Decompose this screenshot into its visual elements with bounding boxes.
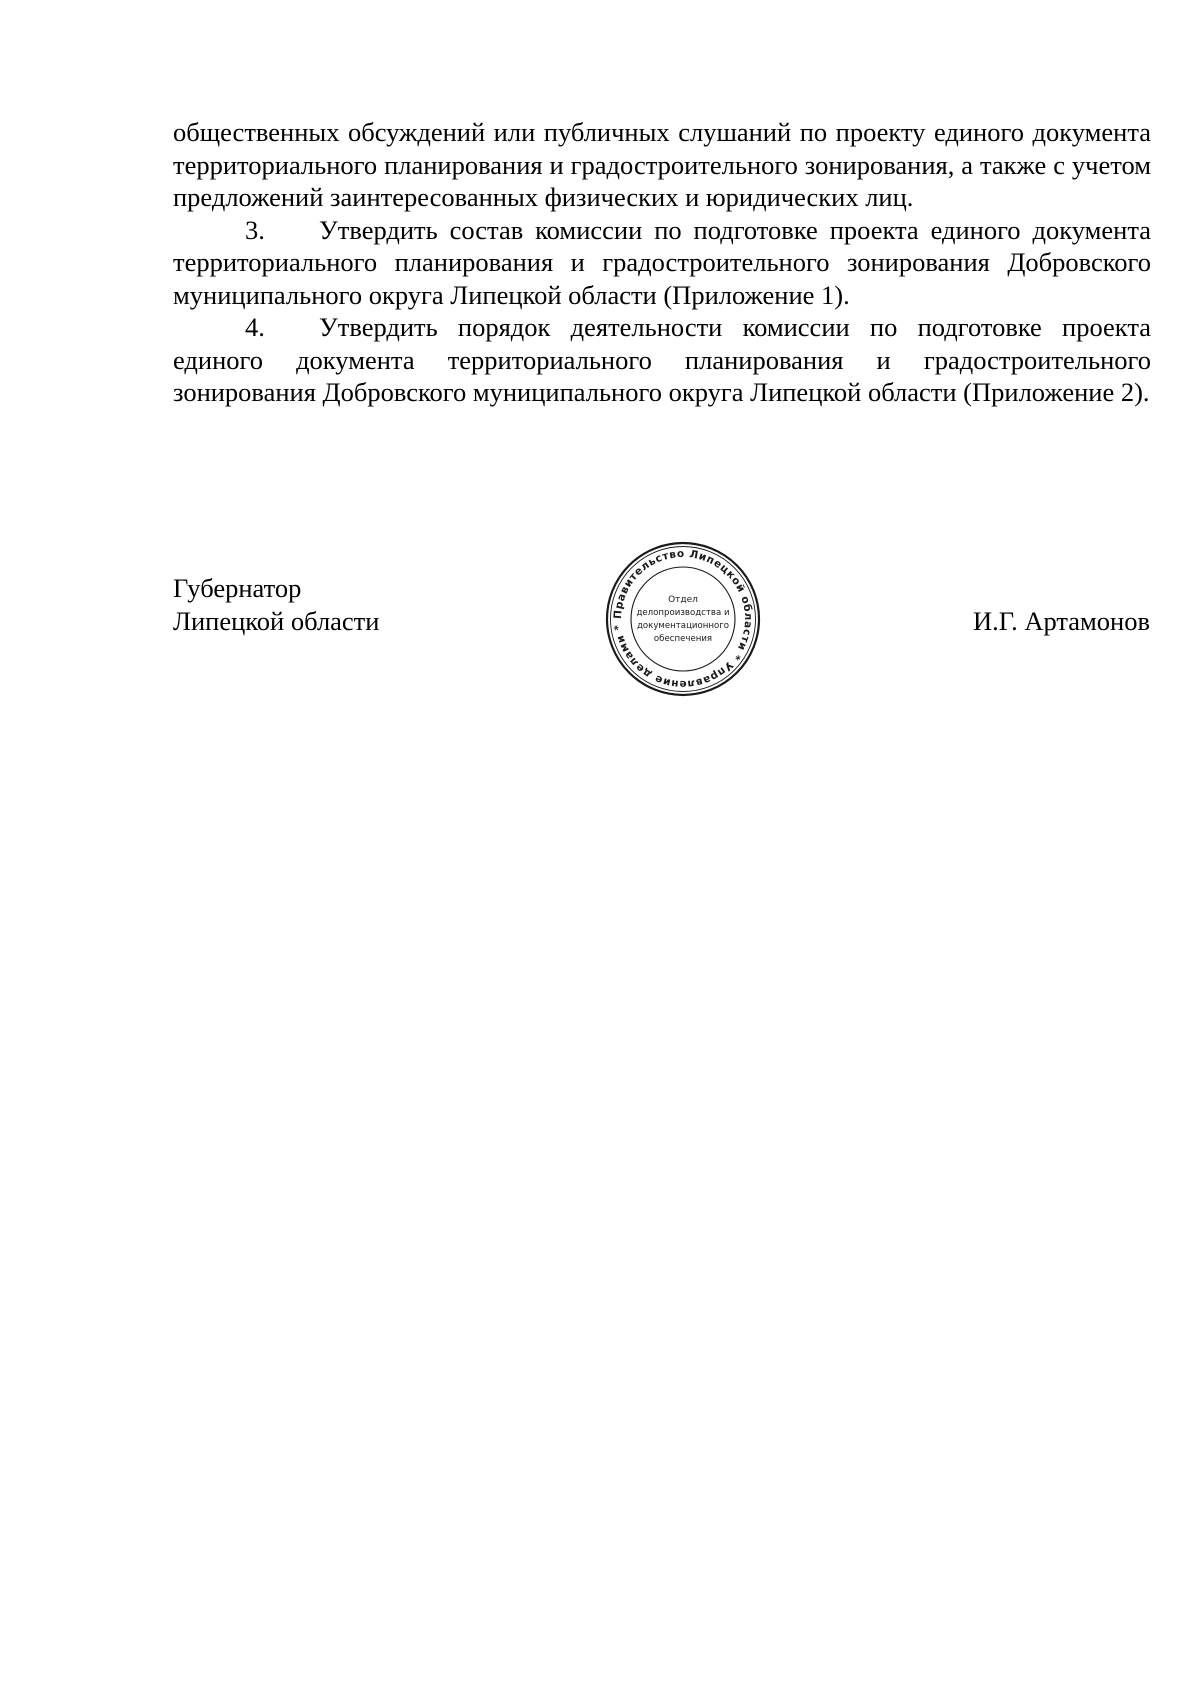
document-body xyxy=(173,116,1151,409)
position-line-2: Липецкой области xyxy=(173,606,380,636)
stamp-center-line-1: Отдел xyxy=(668,595,698,605)
intro-paragraph: общественных обсуждений или публичных слушаний по проекту единого документа территориального планирования и градостроительного зонирования, а также с учетом предложений заинтересованных физических и юридических лиц. xyxy=(173,117,1151,212)
stamp-center-line-2: делопроизводства и xyxy=(636,608,730,618)
signatory-name: И.Г. Артамонов xyxy=(972,606,1150,636)
signatory-position xyxy=(173,572,379,638)
stamp-center-line-3: документационного xyxy=(636,621,730,631)
stamp-center-line-4: обеспечения xyxy=(653,634,713,644)
svg-text:Правительство Липецкой области xyxy=(612,548,754,690)
stamp-ring-text: Правительство Липецкой области * Управление делами * xyxy=(611,547,755,691)
list-item xyxy=(173,214,1151,312)
stamp-graphic xyxy=(604,540,762,698)
official-stamp xyxy=(604,540,762,698)
item-text: Утвердить порядок деятельности комиссии по подготовке проекта единого документа территориального планирования и градостроительного зонирования Добровского муниципального округа Липецкой области (Приложение 2). xyxy=(173,312,1151,407)
item-number: 4. xyxy=(245,312,265,342)
item-number: 3. xyxy=(245,214,265,245)
position-line-1: Губернатор xyxy=(173,573,302,603)
item-text: Утвердить состав комиссии по подготовке проекта единого документа территориального планирования и градостроительного зонирования Добровского муниципального округа Липецкой области (Приложение 1). xyxy=(173,214,1151,310)
list-item xyxy=(173,311,1151,409)
